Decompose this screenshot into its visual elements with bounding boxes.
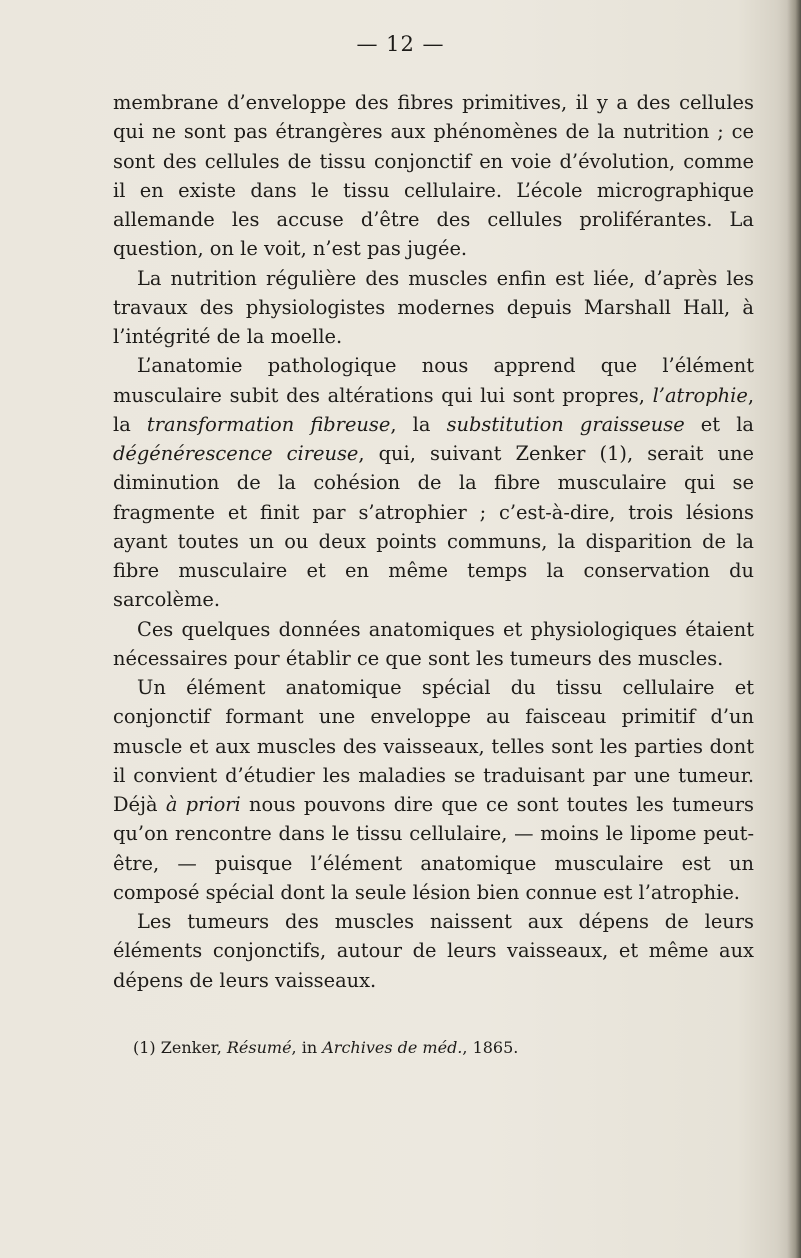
text-run: membrane d’enveloppe des fibres primitives, il y a des cellules qui ne sont pas étrangères aux phénomènes de la nutrition ; ce sont des cellules de tissu conjonctif en voie d’évolution, comme il en existe dans le tissu cellulaire. L’école micrographique allemande les accuse d’être des cellules proliférantes. La question, on le voit, n’est pas jugée.: [113, 91, 754, 261]
page-edge-shadow: [787, 0, 801, 1258]
body-text: [113, 88, 754, 995]
paragraph-1: [113, 88, 754, 264]
paragraph-4: [113, 615, 754, 674]
text-run: (1) Zenker,: [133, 1038, 227, 1057]
paragraph-6: [113, 907, 754, 995]
text-run: , la: [390, 412, 447, 436]
text-run: Ces quelques données anatomiques et physiologiques étaient nécessaires pour établir ce que sont les tumeurs des muscles.: [113, 617, 754, 670]
paragraph-3: [113, 351, 754, 614]
text-run: , in: [291, 1038, 323, 1057]
footnote: [133, 1037, 753, 1059]
text-run: La nutrition régulière des muscles enfin est liée, d’après les travaux des physiologistes modernes depuis Marshall Hall, à l’intégrité de la moelle.: [113, 266, 754, 348]
text-run: Les tumeurs des muscles naissent aux dépens de leurs éléments conjonctifs, autour de leurs vaisseaux, et même aux dépens de leurs vaisseaux.: [113, 910, 754, 992]
text-run: , la: [113, 383, 754, 436]
italic-text-run: dégénérescence cireuse: [113, 442, 359, 465]
italic-text-run: Archives de méd.: [322, 1038, 463, 1057]
text-run: et la: [684, 412, 754, 436]
paragraph-5: [113, 673, 754, 907]
text-run: , qui, suivant Zenker (1), serait une diminution de la cohésion de la fibre musculaire qui se fragmente et finit par s’atrophier ; c’est-à-dire, trois lésions ayant toutes un ou deux points communs, la disparition de la fibre musculaire et en même temps la conservation du sarcolème.: [113, 442, 754, 612]
text-run: Un élément anatomique spécial du tissu cellulaire et conjonctif formant une enveloppe au faisceau primitif d’un muscle et aux muscles des vaisseaux, telles sont les parties dont il convient d’étudier les maladies se traduisant par une tumeur. Déjà: [113, 676, 754, 816]
italic-text-run: transformation fibreuse: [146, 412, 391, 436]
text-run: nous pouvons dire que ce sont toutes les tumeurs qu’on rencontre dans le tissu cellulaire, — moins le lipome peut-être, — puisque l’élément anatomique musculaire est un composé spécial dont la seule lésion bien connue est l’atrophie.: [113, 793, 754, 904]
text-run: , 1865.: [462, 1038, 519, 1057]
italic-text-run: l’atrophie: [652, 383, 748, 407]
italic-text-run: à priori: [165, 793, 241, 816]
paragraph-2: [113, 264, 754, 352]
italic-text-run: substitution graisseuse: [446, 412, 685, 436]
page-number: — 12 —: [356, 32, 445, 56]
italic-text-run: Résumé: [226, 1038, 292, 1057]
text-run: L’anatomie pathologique nous apprend que l’élément musculaire subit des altérations qui lui sont propres,: [113, 354, 754, 407]
